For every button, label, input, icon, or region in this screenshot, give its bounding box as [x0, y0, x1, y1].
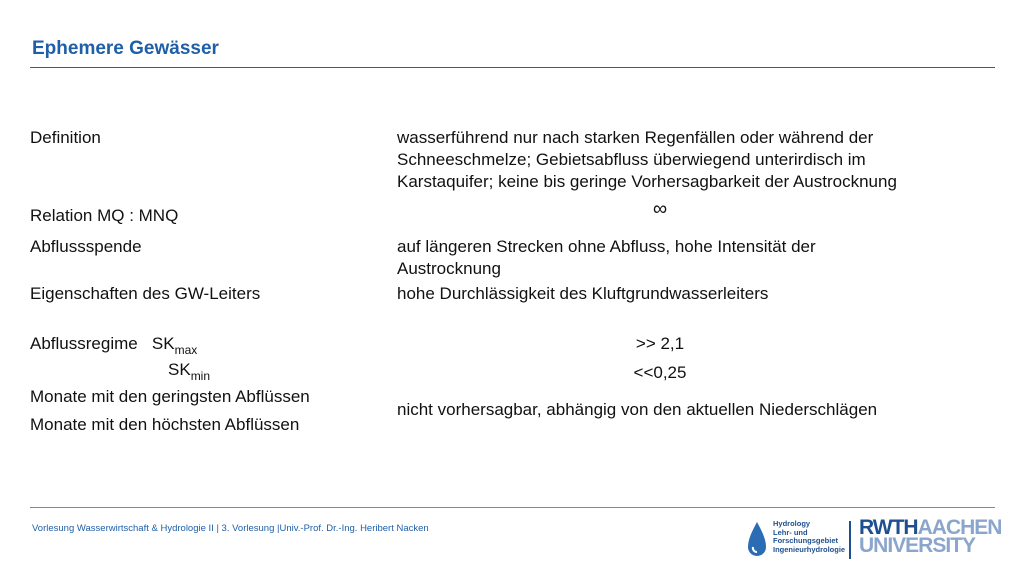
sk-min-label: $SK_{min}$ [168, 360, 211, 383]
rwth-logo: RWTHAACHEN UNIVERSITY [859, 516, 1002, 557]
sk-max-value: >> 2,1 [635, 334, 685, 353]
sk-min-value: <<0,25 [633, 363, 687, 382]
abflussspende-label: Abflussspende [30, 237, 142, 256]
regime-label [30, 333, 197, 356]
monate-value: nicht vorhersagbar, abhängig von den aktuellen Niederschlägen [397, 400, 878, 419]
abflussspende-value [397, 236, 977, 280]
footer-text: Vorlesung Wasserwirtschaft & Hydrologie II | 3. Vorlesung |Univ.-Prof. Dr.-Ing. Heribert Nacken [32, 523, 429, 534]
monate-max-label: Monate mit den höchsten Abflüssen [30, 415, 300, 434]
logo-divider [849, 521, 851, 559]
regime-label-text: Abflussregime [30, 334, 138, 353]
definition-label: Definition [30, 128, 101, 147]
footer-divider [30, 507, 995, 508]
definition-line-2: Schneeschmelze; Gebietsabfluss überwiegend unterirdisch im [397, 150, 866, 169]
relation-label: Relation MQ : MNQ [30, 206, 179, 225]
definition-line-3: Karstaquifer; keine bis geringe Vorhersagbarkeit der Austrocknung [397, 172, 897, 191]
header-divider [30, 67, 995, 68]
definition-line-1: wasserführend nur nach starken Regenfällen oder während der [397, 128, 874, 147]
relation-value: ∞ [652, 198, 668, 220]
abflussspende-line-2: Austrocknung [397, 259, 501, 278]
hydrology-logo-text: Hydrology Lehr- und Forschungsgebiet Ingenieurhydrologie [773, 519, 846, 554]
sk-max-label: $SK_{max}$ [151, 334, 198, 357]
monate-min-label: Monate mit den geringsten Abflüssen [30, 387, 310, 406]
definition-value [397, 127, 977, 193]
eigenschaften-value: hohe Durchlässigkeit des Kluftgrundwasserleiters [397, 284, 769, 303]
abflussspende-line-1: auf längeren Strecken ohne Abfluss, hohe Intensität der [397, 237, 816, 256]
water-drop-icon [745, 520, 769, 560]
page-title: Ephemere Gewässer [32, 38, 219, 59]
logos [745, 516, 1002, 561]
eigenschaften-label: Eigenschaften des GW-Leiters [30, 284, 261, 303]
